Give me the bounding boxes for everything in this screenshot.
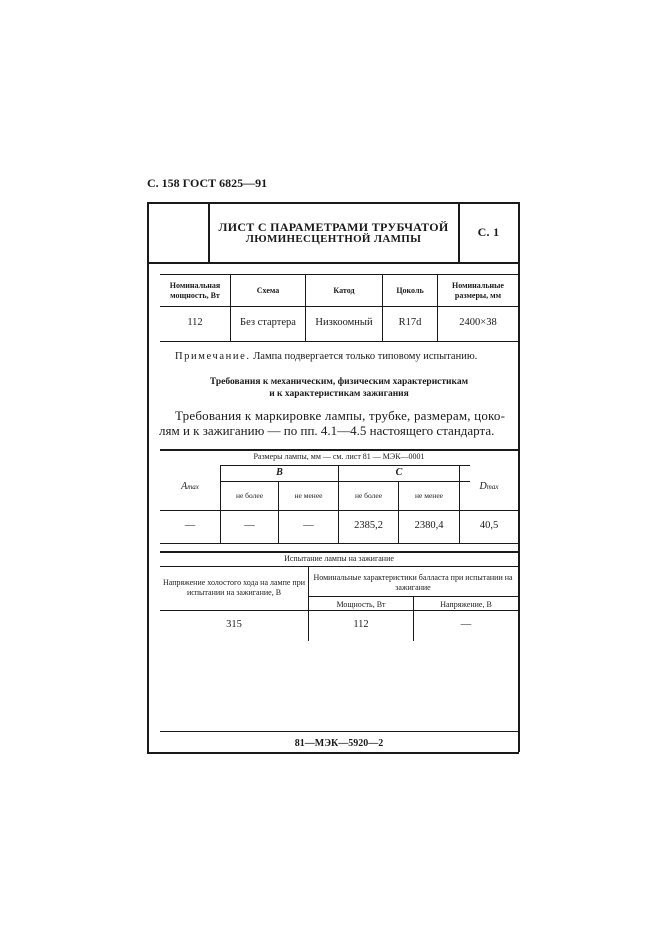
- footer-rule: [160, 731, 518, 732]
- title-block-bottom-rule: [147, 262, 519, 264]
- dims-subheader-rule: [220, 481, 470, 482]
- ignition-value-voltage: 315: [226, 619, 242, 630]
- dims-table-top: [160, 449, 518, 451]
- ignition-table-top: [160, 551, 518, 553]
- frame-top: [147, 202, 519, 204]
- lamp-header-dimensions: Номинальные размеры, мм: [452, 281, 504, 300]
- lamp-header-scheme: Схема: [256, 286, 280, 295]
- dims-table-bottom: [160, 543, 518, 544]
- dims-value-a: —: [184, 520, 196, 531]
- note: [175, 351, 477, 362]
- lamp-header-cathode: Катод: [333, 286, 355, 295]
- ignition-header-power: Мощность, Вт: [336, 600, 386, 609]
- dims-value-b-max: —: [244, 520, 255, 531]
- dims-header-bottom: [160, 510, 518, 511]
- lamp-table-mid: [160, 306, 518, 307]
- dims-value-b-min: —: [303, 520, 314, 531]
- dims-subheader-c-min: не менее: [415, 491, 443, 500]
- ignition-caption-rule: [160, 566, 518, 567]
- dims-subheader-b-max: не более: [235, 491, 264, 500]
- dims-header-d: Dmax: [479, 481, 499, 492]
- lamp-table-col4: [437, 274, 438, 341]
- sheet-title-line1: ЛИСТ С ПАРАМЕТРАМИ ТРУБЧАТОЙ: [218, 220, 449, 234]
- dims-value-d: 40,5: [479, 520, 499, 531]
- sheet-page-label: С. 1: [477, 225, 500, 239]
- lamp-value-cathode: Низкоомный: [315, 317, 373, 328]
- dims-subheader-c-max: не более: [354, 491, 383, 500]
- lamp-header-power: Номинальная мощность, Вт: [169, 281, 221, 300]
- lamp-value-base: R17d: [398, 317, 422, 328]
- dims-caption-rule: [220, 465, 470, 466]
- lamp-table-bottom: [160, 341, 518, 342]
- dims-value-c-max: 2385,2: [354, 520, 383, 531]
- frame-right: [518, 202, 520, 752]
- dims-col5: [459, 465, 460, 543]
- ignition-header-ballast: Номинальные характеристики балласта при испытании на зажигание: [313, 573, 513, 592]
- frame-left: [147, 202, 149, 752]
- lamp-value-dimensions: 2400×38: [459, 317, 497, 328]
- page-header: С. 158 ГОСТ 6825—91: [147, 176, 268, 190]
- lamp-value-power: 112: [187, 317, 203, 328]
- requirements-text-line1: Требования к маркировке лампы, трубке, размерам, цоко-: [175, 408, 506, 423]
- ignition-value-power: 112: [353, 619, 369, 630]
- sheet-title-line2: ЛЮМИНЕСЦЕНТНОЙ ЛАМПЫ: [245, 233, 422, 245]
- ignition-header-voltage2: Напряжение, В: [440, 600, 492, 609]
- requirements-heading-line2: и к характеристикам зажигания: [269, 389, 409, 399]
- dims-header-a: Amax: [181, 481, 199, 492]
- ignition-caption: Испытание лампы на зажигание: [284, 554, 394, 563]
- ignition-header-voltage: Напряжение холостого хода на лампе при испытании на зажигание, В: [163, 578, 305, 597]
- dims-caption: Размеры лампы, мм — см. лист 81 — МЭК—0001: [253, 452, 425, 461]
- lamp-table-col3: [382, 274, 383, 341]
- ignition-value-voltage2: —: [460, 619, 472, 630]
- lamp-table-col2: [305, 274, 306, 341]
- dims-header-c: C: [395, 467, 403, 478]
- dims-header-b: B: [276, 467, 283, 478]
- note-text: Лампа подвергается только типовому испытанию.: [253, 351, 478, 362]
- dims-value-c-min: 2380,4: [414, 520, 444, 531]
- requirements-text-line2: лям и к зажиганию — по пп. 4.1—4.5 настоящего стандарта.: [159, 423, 495, 438]
- lamp-table-top: [160, 274, 518, 275]
- dims-subheader-b-min: не менее: [294, 491, 323, 500]
- note-label: Примечание.: [175, 351, 251, 362]
- lamp-table-col1: [230, 274, 231, 341]
- lamp-value-scheme: Без стартера: [240, 317, 296, 328]
- lamp-header-base: Цоколь: [396, 286, 424, 295]
- frame-bottom: [147, 752, 519, 754]
- footer-code: 81—МЭК—5920—2: [294, 738, 384, 749]
- ignition-header-bottom: [160, 610, 518, 611]
- requirements-heading-line1: Требования к механическим, физическим характеристикам: [209, 377, 469, 387]
